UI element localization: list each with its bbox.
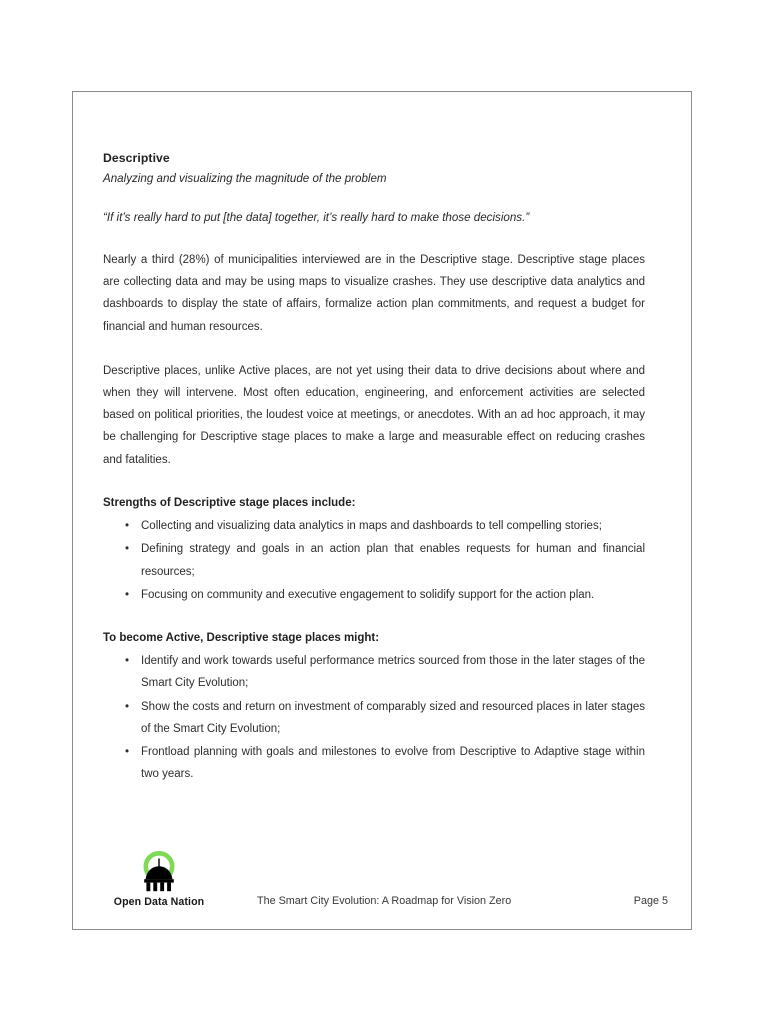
list-item (103, 515, 645, 537)
list-item (103, 584, 645, 606)
list-item (103, 538, 645, 582)
list-item-text: Identify and work towards useful performance metrics sourced from those in the later stages of the Smart City Evolution; (141, 655, 645, 690)
bullet-icon: • (125, 543, 130, 556)
brand-block (89, 848, 229, 909)
section-heading: Descriptive (103, 151, 170, 165)
page-content (103, 150, 645, 786)
section-subtitle: Analyzing and visualizing the magnitude of the problem (103, 172, 387, 186)
list-item-text: Defining strategy and goals in an action plan that enables requests for human and financial resources; (141, 543, 645, 578)
list-item-text: Collecting and visualizing data analytics in maps and dashboards to tell compelling stories; (141, 520, 602, 533)
page-footer (73, 833, 691, 929)
body-paragraph-1: Nearly a third (28%) of municipalities interviewed are in the Descriptive stage. Descriptive stage places are collecting data and may be using maps to visualize crashes. They use descriptive data analytics and dashboards to display the state of affairs, formalize action plan commitments, and request a budget for financial and human resources. (103, 254, 645, 333)
bullet-icon: • (125, 655, 130, 668)
list-item-text: Frontload planning with goals and milestones to evolve from Descriptive to Adaptive stage within two years. (141, 746, 645, 781)
pull-quote: “If it’s really hard to put [the data] together, it’s really hard to make those decisions.” (103, 211, 530, 225)
body-paragraph-2: Descriptive places, unlike Active places, are not yet using their data to drive decisions about where and when they will intervene. Most often education, engineering, and enforcement activities are selected based on political priorities, the loudest voice at meetings, or anecdotes. With an ad hoc approach, it may be challenging for Descriptive stage places to make a large and measurable effect on reducing crashes and fatalities. (103, 364, 645, 466)
list-item (103, 741, 645, 785)
strengths-list-heading: Strengths of Descriptive stage places include: (103, 496, 356, 509)
next-steps-list (103, 650, 645, 785)
footer-page-number: Page 5 (633, 895, 668, 908)
bullet-icon: • (125, 520, 130, 533)
bullet-icon: • (125, 588, 130, 601)
bullet-icon: • (125, 700, 130, 713)
footer-document-title: The Smart City Evolution: A Roadmap for Vision Zero (257, 895, 512, 908)
brand-name: Open Data Nation (113, 896, 205, 909)
document-page (72, 91, 692, 930)
bullet-icon: • (125, 746, 130, 759)
list-item (103, 696, 645, 740)
list-item-text: Focusing on community and executive engagement to solidify support for the action plan. (141, 588, 595, 601)
next-steps-list-heading: To become Active, Descriptive stage places might: (103, 631, 380, 644)
strengths-list (103, 515, 645, 606)
list-item-text: Show the costs and return on investment of comparably sized and resourced places in later stages of the Smart City Evolution; (141, 700, 645, 735)
list-item (103, 650, 645, 694)
open-data-nation-logo-icon (137, 848, 181, 894)
